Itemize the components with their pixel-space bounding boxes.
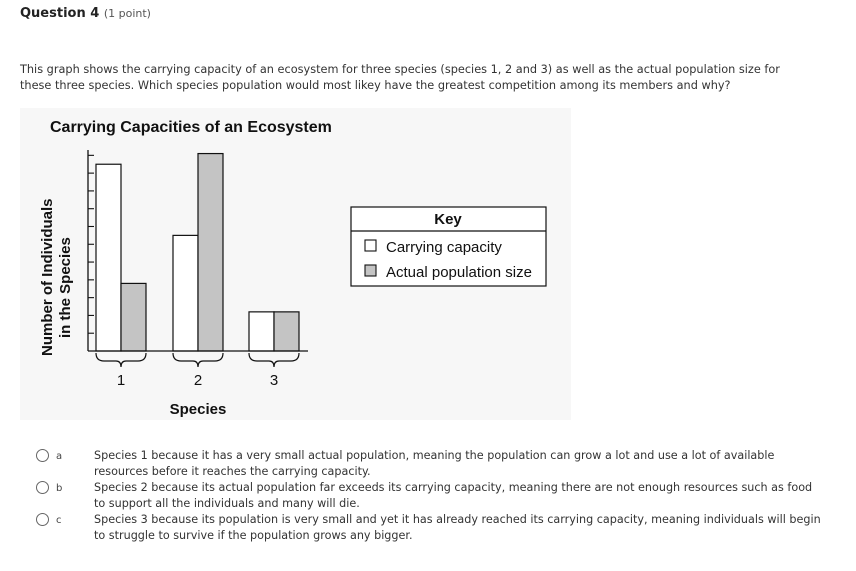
radio-button-a[interactable] — [36, 449, 49, 462]
option-letter: b — [56, 483, 63, 494]
legend-swatch-actual-population — [365, 265, 376, 276]
category-brace-2 — [173, 353, 223, 367]
y-ticks-layer — [88, 155, 94, 333]
x-tick-label-2: 2 — [193, 372, 203, 389]
option-letter: c — [56, 515, 62, 526]
x-axis-label: Species — [169, 401, 227, 418]
bar-species-2-actual-population — [198, 154, 223, 351]
radio-button-c[interactable] — [36, 513, 49, 526]
question-header — [20, 6, 151, 21]
bar-species-1-actual-population — [121, 283, 146, 351]
option-text: Species 2 because its actual population far exceeds its carrying capacity, meaning there are not enough resources such as food to support all the individuals and many will die. — [94, 481, 813, 510]
chart-figure — [20, 108, 571, 420]
chart-legend — [351, 207, 546, 286]
bar-species-1-carrying-capacity — [96, 164, 121, 351]
chart-title: Carrying Capacities of an Ecosystem — [50, 119, 332, 136]
answer-options — [34, 448, 834, 544]
question-prompt: This graph shows the carrying capacity of an ecosystem for three species (species 1, 2 and 3) as well as the actual population size for these three species. Which species population would most likey have the greatest competition among its members and why? — [20, 63, 780, 92]
legend-title: Key — [434, 211, 462, 228]
question-number: Question 4 — [20, 6, 100, 21]
category-brace-1 — [96, 353, 146, 367]
braces-layer — [96, 353, 299, 389]
category-brace-3 — [249, 353, 299, 367]
option-letter: a — [56, 451, 63, 462]
bar-species-3-carrying-capacity — [249, 312, 274, 351]
answer-option-a[interactable] — [34, 448, 834, 480]
question-points: (1 point) — [103, 7, 151, 20]
answer-option-b[interactable] — [34, 480, 834, 512]
chart-svg — [20, 108, 571, 420]
option-text: Species 3 because its population is very small and yet it has already reached its carrying capacity, meaning individuals will begin to struggle to survive if the population grows any bigger. — [94, 513, 821, 542]
option-text: Species 1 because it has a very small actual population, meaning the population can grow a lot and use a lot of available resources before it reaches the carrying capacity. — [94, 449, 775, 478]
bar-species-2-carrying-capacity — [173, 235, 198, 351]
radio-button-b[interactable] — [36, 481, 49, 494]
y-axis-label-line1: Number of Individuals — [39, 198, 56, 356]
legend-label-actual-population: Actual population size — [386, 264, 532, 281]
legend-swatch-carrying-capacity — [365, 240, 376, 251]
y-axis-label-line2: in the Species — [57, 237, 74, 338]
legend-label-carrying-capacity: Carrying capacity — [386, 239, 502, 256]
answer-option-c[interactable] — [34, 512, 834, 544]
bars-layer — [96, 154, 299, 351]
x-tick-label-3: 3 — [269, 372, 279, 389]
x-tick-label-1: 1 — [116, 372, 126, 389]
bar-species-3-actual-population — [274, 312, 299, 351]
